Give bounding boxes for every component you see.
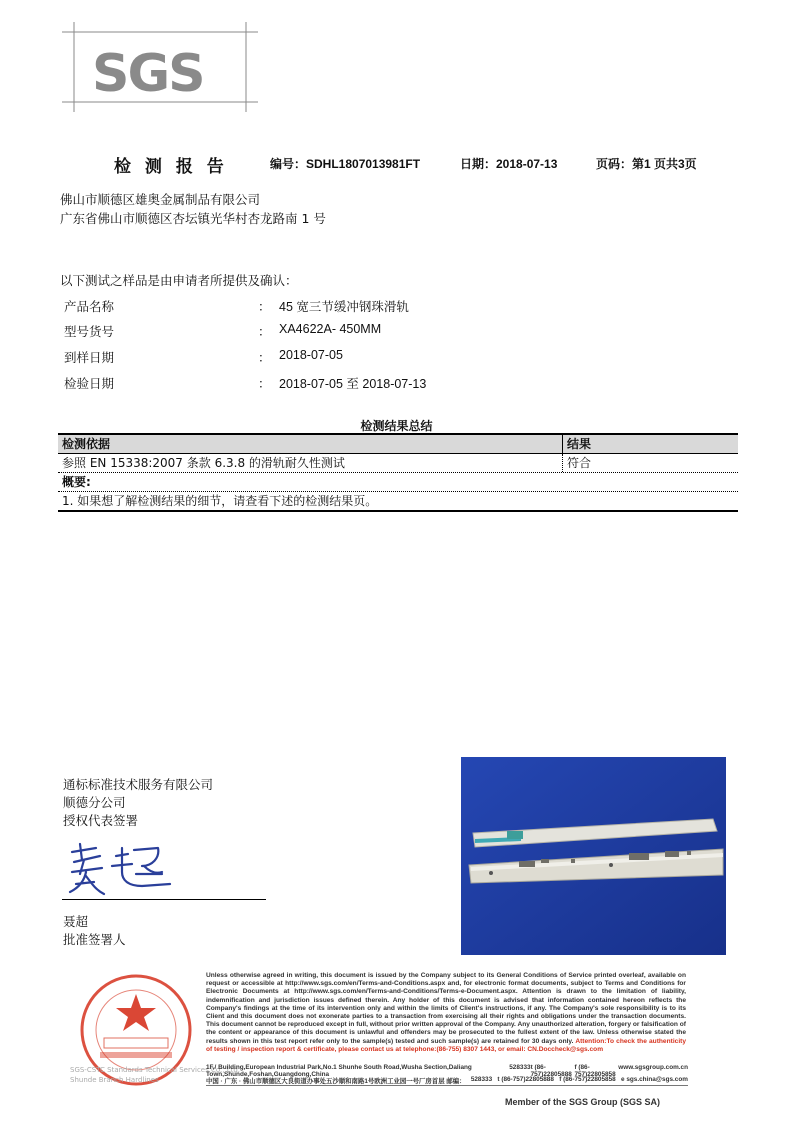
signatory-company: 通标标准技术服务有限公司 <box>63 777 214 792</box>
authenticity-notice: Attention:To check the authenticity of testing / inspection report & certificate, please contact us at telephone:(86-755) 8307 1443, or email: CN.Doccheck@sgs.com <box>206 1037 687 1053</box>
overview-text: 1. 如果想了解检测结果的细节，请查看下述的检测结果页。 <box>58 492 738 512</box>
legal-disclaimer <box>206 972 686 1054</box>
footer-en-address: 1F,/ Building,European Industrial Park,No.1 Shunhe South Road,Wusha Section,Daliang Town,Shunde,Foshan,Guangdong,China <box>206 1064 472 1078</box>
report-date: 日期：2018-07-13 <box>460 157 558 171</box>
field-value-product-name: 45 宽三节缓冲钢珠滑轨 <box>279 300 409 314</box>
field-value-test-date: 2018-07-05 至 2018-07-13 <box>279 377 427 391</box>
footer-cn-postcode: 528333 <box>470 1076 493 1083</box>
column-header-result: 结果 <box>567 437 592 451</box>
footer-en-tel: t (86-757)22805888 <box>530 1064 572 1078</box>
logo-text: SGS <box>92 44 204 104</box>
report-number: 编号：SDHL1807013981FT <box>270 157 421 171</box>
signatory-branch: 顺德分公司 <box>63 795 126 810</box>
results-table <box>58 433 738 512</box>
signature-line <box>62 899 266 900</box>
table-row <box>58 454 738 473</box>
slide-rail-image <box>461 757 726 955</box>
footer-cn-address: 中国 · 广东 · 佛山市顺德区大良街道办事处五沙顺和南路1号欧洲工业园一号厂房首层 邮编： <box>206 1078 466 1085</box>
seal-caption-line2: Shunde Branch Hardlines <box>70 1076 159 1084</box>
row-basis: 参照 EN 15338:2007 条款 6.3.8 的滑轨耐久性测试 <box>58 454 563 472</box>
field-colon: ： <box>258 350 271 365</box>
field-value-arrival-date: 2018-07-05 <box>279 348 343 362</box>
footer-cn-fax: f (86-757)22805858 <box>559 1076 616 1083</box>
row-result: 符合 <box>567 456 592 470</box>
signatory-name: 聂超 <box>63 914 89 929</box>
sgs-group-membership: Member of the SGS Group (SGS SA) <box>505 1097 661 1107</box>
sample-intro: 以下测试之样品是由申请者所提供及确认： <box>60 273 298 288</box>
footer-en-postcode: 528333 <box>509 1064 531 1071</box>
field-colon: ： <box>258 376 271 391</box>
field-label-arrival-date: 到样日期 <box>64 350 115 365</box>
handwritten-signature <box>66 838 176 898</box>
signatory-authorization: 授权代表签署 <box>63 813 139 828</box>
footer-cn-tel: t (86-757)22805888 <box>497 1076 554 1083</box>
client-name: 佛山市顺德区雄奥金属制品有限公司 <box>60 192 261 207</box>
sample-photo <box>461 757 726 955</box>
field-label-test-date: 检验日期 <box>64 376 115 391</box>
report-title: 检 测 报 告 <box>114 157 228 177</box>
field-colon: ： <box>258 324 271 339</box>
field-colon: ： <box>258 299 271 314</box>
field-label-model: 型号货号 <box>64 324 115 339</box>
overview-label: 概要: <box>58 473 738 492</box>
column-header-basis: 检测依据 <box>58 435 563 453</box>
client-address: 广东省佛山市顺德区杏坛镇光华村杏龙路南 1 号 <box>60 211 326 226</box>
field-label-product-name: 产品名称 <box>64 299 115 314</box>
sgs-logo <box>62 22 258 112</box>
disclaimer-body: Unless otherwise agreed in writing, this document is issued by the Company subject to its General Conditions of Service printed overleaf, available on request or accessible at http://www.sgs.com/en/Terms-and-Conditions.aspx and, for electronic format documents, subject to Terms and Conditions for Electronic Documents at http://www.sgs.com/en/Terms-and-Conditions/Terms-e-Document.aspx. Attention is drawn to the limitation of liability, indemnification and jurisdiction issues defined therein. Any holder of this document is advised that information contained hereon reflects the Company's findings at the time of its intervention only and within the limits of Client's instructions, if any. The Company's sole responsibility is to its Client and this document does not exonerate parties to a transaction from exercising all their rights and obligations under the transaction documents. This document cannot be reproduced except in full, without prior written approval of the Company. Any unauthorized alteration, forgery or falsification of the content or appearance of this document is unlawful and offenders may be prosecuted to the fullest extent of the law. Unless otherwise stated the results shown in this test report refer only to the sample(s) tested and such sample(s) are retained for 30 days only. <box>206 972 686 1045</box>
footer-en-fax: f (86-757)22805858 <box>574 1064 616 1078</box>
footer-en-web: www.sgsgroup.com.cn <box>618 1064 689 1071</box>
summary-title: 检测结果总结 <box>360 419 433 433</box>
results-table-header <box>58 433 738 454</box>
signatory-role: 批准签署人 <box>63 932 126 947</box>
footer-divider <box>206 1085 688 1086</box>
field-value-model: XA4622A- 450MM <box>279 322 382 336</box>
page-number: 页码：第1 页共3页 <box>596 157 697 171</box>
footer-address-cn <box>206 1076 688 1085</box>
footer-cn-email: e sgs.china@sgs.com <box>620 1076 688 1083</box>
seal-caption-line1: SGS-CSTC Standards Technical Services Co., Ltd. <box>70 1066 241 1074</box>
